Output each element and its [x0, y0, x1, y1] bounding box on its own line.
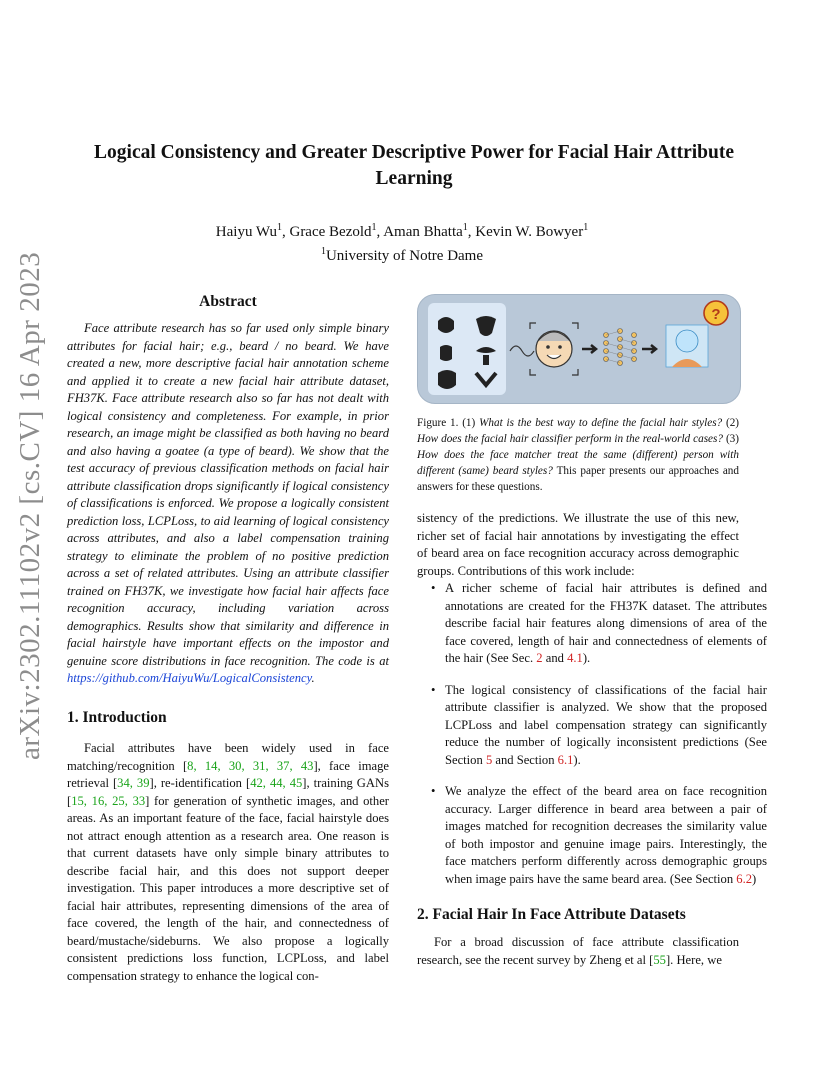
abstract-text: Face attribute research has so far used only simple binary attributes for facial hair; e.g., beard / no beard. We have created a new, more descriptive facial hair annotation scheme and applied it to create a new facial hair attribute dataset, FH37K. Face attribute research also so far has not dealt with logical consistency and completeness. For example, in prior research, an image might be classified as both having no beard and also having a goatee (a type of beard). We show that the test accuracy of previous classification methods on facial hair attribute classification drops significantly if logical consistency of classifications is enforced. We propose a logically consistent prediction loss, LCPLoss, to aid learning of logical consistency across attributes, and also a label compensation training strategy to eliminate the problem of no positive prediction across a set of related attributes. Using an attribute classifier trained on FH37K, we investigate how facial hair affects face recognition accuracy, including variation across demographics. Results show that similarity and difference in facial hairstyle have important effects on the impostor and genuine score distributions in face recognition. The code is at [67, 321, 389, 668]
beard-icon [438, 370, 456, 389]
pipeline-diagram [506, 295, 740, 403]
arrow-icon [582, 345, 596, 353]
citation-link[interactable]: 42, 44, 45 [250, 776, 303, 790]
arrow-icon [642, 345, 656, 353]
paper-title: Logical Consistency and Greater Descriptive Power for Facial Hair Attribute Learning [94, 142, 734, 189]
arxiv-stamp: arXiv:2302.11102v2 [cs.CV] 16 Apr 2023 [14, 251, 46, 760]
section-link[interactable]: 2 [536, 651, 543, 665]
question-mark: ? [711, 306, 721, 323]
intro-text: ], re-identification [ [149, 776, 251, 790]
list-item [445, 580, 767, 668]
figure-1-illustration [417, 294, 741, 404]
section-heading-facial-hair-datasets: 2. Facial Hair In Face Attribute Datasets [417, 906, 686, 923]
list-item-text: and Section [492, 752, 558, 767]
section-2-paragraph [417, 934, 739, 969]
list-item [445, 682, 767, 770]
face-icon [536, 331, 572, 367]
citation-link[interactable]: 55 [653, 952, 666, 967]
beard-icon [476, 316, 496, 336]
affiliation-mark: 1 [320, 246, 326, 257]
intro-text: Facial attributes have been widely used in face matching/recognition [ [67, 741, 389, 773]
author-affil-mark: 1 [276, 222, 282, 233]
author-list: Haiyu Wu$^1$, Grace Bezold$^1$, Aman Bhatta$^1$, Kevin W. Bowyer$^1$ [215, 222, 589, 240]
list-item-text: ). [573, 752, 581, 767]
list-item-text: ). [582, 651, 591, 665]
list-item-text: ) [752, 871, 757, 886]
author-name: Haiyu Wu [215, 224, 277, 240]
wave-icon [510, 346, 534, 356]
intro-text: ] for generation of synthetic images, and other areas. As an important feature of the face, facial hairstyle does not attract enough attention as a research area. One reason is that current datasets have only simple binary attributes to describe facial hair, and this does not support deeper investigation. This paper introduces a more descriptive set of facial hair attributes, representing dimensions of the area of face covered, the length of the hair, and connectedness of beard/mustache/sideburns. We also propose a logically consistent predictions loss function, LCPLoss, and label compensation strategy to enhance the logical con- [67, 793, 389, 983]
beard-styles-panel [428, 303, 506, 395]
list-item-text: We analyze the effect of the beard area on face recognition accuracy. Larger difference in beard area between a pair of images matched for recognition decreases the similarity value of both impostor and genuine image pairs. Interestingly, the face matchers perform differently across demographic groups when image pairs have the same beard area. (See Section [445, 784, 767, 886]
intro-text: ], face image retrieval [ [67, 758, 390, 790]
beard-icon [438, 317, 454, 333]
section-2-text: ]. Here, we [665, 952, 722, 967]
section-heading-introduction: 1. Introduction [67, 709, 167, 726]
list-item-text: and [542, 651, 568, 665]
section-link[interactable]: 5 [485, 752, 493, 767]
list-item [445, 783, 767, 888]
list-item-text: The logical consistency of classifications of the facial hair attribute classifier is analyzed. We show that the proposed LCPLoss and label compensation strategy can significantly reduce the number of logically inconsistent predictions (See Section [445, 682, 767, 767]
contribution-intro-paragraph: sistency of the predictions. We illustrate the use of this new, richer set of facial hair annotations by investigating the effect of beard area on face recognition accuracy across demographic groups. Contributions of this work include: [417, 511, 739, 578]
caption-label: Figure 1. (1) [417, 417, 476, 429]
figure-1-caption [417, 415, 739, 495]
citation-link[interactable]: 15, 16, 25, 33 [71, 793, 146, 808]
caption-tail: This paper presents our approaches and answers for these questions. [417, 465, 739, 493]
citation-link[interactable]: 8, 14, 30, 31, 37, 43 [187, 758, 314, 773]
section-2-text: For a broad discussion of face attribute classification research, see the recent survey by Zheng et al [ [417, 935, 739, 967]
code-link[interactable]: https://github.com/HaiyuWu/LogicalConsistency [67, 671, 312, 685]
caption-number: (2) [725, 417, 740, 429]
author-name: Aman Bhatta [383, 224, 463, 240]
intro-text: ], training GANs [ [67, 776, 389, 808]
abstract-end: . [311, 671, 315, 685]
caption-question: How does the face matcher treat the same (different) person with different (same) beard styles? [417, 449, 739, 477]
contribution-list [417, 580, 767, 902]
author-name: Kevin W. Bowyer [475, 224, 584, 240]
mustache-icon [476, 347, 496, 365]
question-bubble-icon [704, 301, 728, 325]
neural-network-icon [604, 329, 637, 366]
section-link[interactable]: 6.1 [557, 752, 574, 767]
caption-question: What is the best way to define the facial hair styles? [479, 417, 723, 429]
caption-number: (3) [725, 433, 739, 445]
beard-icon [476, 373, 496, 385]
face-scan-icon [666, 325, 708, 367]
author-block [70, 218, 734, 266]
abstract-heading: Abstract [199, 293, 257, 310]
author-affil-mark: 1 [371, 222, 377, 233]
list-item-text: A richer scheme of facial hair attributes is defined and annotations are created for the FH37K dataset. The attributes describe facial hair features along dimensions of area of the face covered, length of hair and connectedness of elements of the hair (See Sec. [445, 581, 767, 665]
citation-link[interactable]: 34, 39 [117, 776, 150, 790]
author-name: Grace Bezold [289, 224, 372, 240]
author-affil-mark: 1 [462, 222, 468, 233]
section-link[interactable]: 4.1 [567, 651, 583, 665]
beard-icon [440, 345, 452, 361]
intro-paragraph [67, 740, 389, 985]
affiliation [70, 242, 734, 266]
author-affil-mark: 1 [583, 222, 589, 233]
caption-question: How does the facial hair classifier perform in the real-world cases? [417, 433, 723, 445]
abstract-body [67, 320, 389, 688]
section-link[interactable]: 6.2 [736, 871, 753, 886]
beard-icons [428, 303, 506, 395]
affiliation-name: University of Notre Dame [325, 248, 484, 264]
